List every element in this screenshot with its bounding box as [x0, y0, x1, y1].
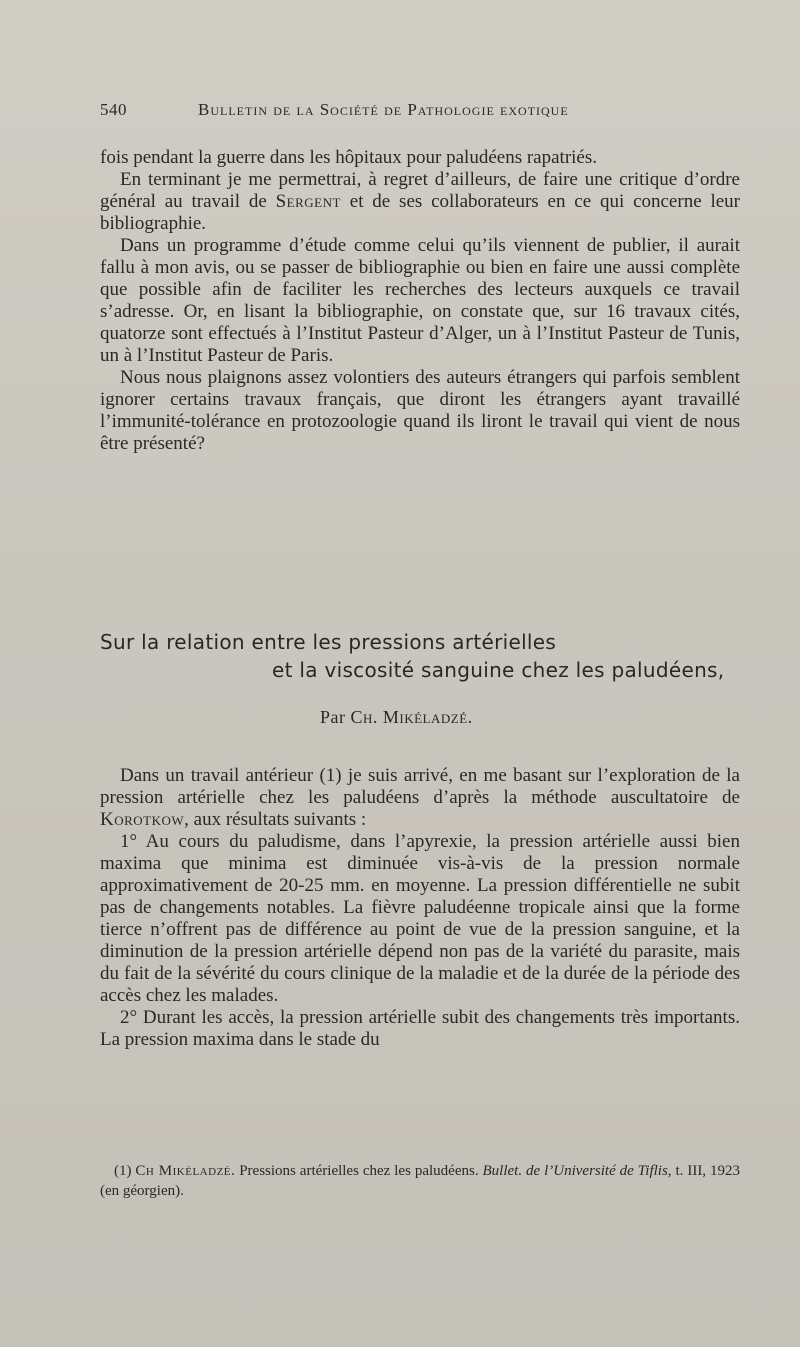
- paragraph: Dans un travail antérieur (1) je suis arrivé, en me basant sur l’exploration de la pression artérielle chez les paludéens d’après la méthode auscultatoire de Korotkow, aux résultats suivants :: [100, 765, 740, 830]
- previous-article-text: [100, 147, 740, 455]
- paragraph: 1° Au cours du paludisme, dans l’apyrexie, la pression artérielle aussi bien maxima que minima est diminuée vis-à-vis de la pression normale approximativement de 20-25 mm. en moyenne. La pression différentielle ne subit pas de changements notables. La fièvre paludéenne tropicale ainsi que la forme tierce n’offrent pas de différence au point de vue de la pression sanguine, et la diminution de la pression artérielle dépend non pas de la variété du parasite, mais du fait de la sévérité du cours clinique de la maladie et de la durée de la période des accès chez les malades.: [100, 831, 740, 1006]
- author-name: Ch. Mikéladzé.: [350, 707, 473, 727]
- running-title: Bulletin de la Société de Pathologie exotique: [198, 100, 569, 119]
- paragraph: fois pendant la guerre dans les hôpitaux pour paludéens rapatriés.: [100, 147, 598, 168]
- title-line-2: et la viscosité sanguine chez les paludéens,: [272, 658, 725, 682]
- byline: Par Ch. Mikéladzé.: [320, 707, 473, 727]
- author-name: Sergent: [275, 191, 341, 212]
- author-name: Korotkow: [100, 809, 185, 830]
- article-text: [100, 765, 740, 1051]
- paragraph: Nous nous plaignons assez volontiers des auteurs étrangers qui parfois semblent ignorer certains travaux français, que diront les étrangers ayant travaillé l’immunité-tolérance en protozoologie quand ils liront le travail qui vient de nous être présenté?: [100, 367, 740, 454]
- journal-title: Bullet. de l’Université de Tiflis: [482, 1163, 668, 1179]
- title-line-1: Sur la relation entre les pressions artérielles: [100, 630, 557, 654]
- article-title: [100, 628, 740, 684]
- paragraph: En terminant je me permettrai, à regret d’ailleurs, de faire une critique d’ordre général au travail de Sergent et de ses collaborateurs en ce qui concerne leur bibliographie.: [100, 169, 740, 234]
- footnote-author: Ch Mikéladzé.: [135, 1163, 236, 1179]
- paragraph: 2° Durant les accès, la pression artérielle subit des changements très importants. La pression maxima dans le stade du: [100, 1007, 740, 1050]
- footnote: (1) Ch Mikéladzé. Pressions artérielles chez les paludéens. Bullet. de l’Université de Tiflis, t. III, 1923 (en géorgien).: [100, 1163, 740, 1199]
- page-number: 540: [100, 100, 127, 119]
- paragraph: Dans un programme d’étude comme celui qu’ils viennent de publier, il aurait fallu à mon avis, ou se passer de bibliographie ou bien en faire une aussi complète que possible afin de faciliter les recherches des lecteurs auxquels ce travail s’adresse. Or, en lisant la bibliographie, on constate que, sur 16 travaux cités, quatorze sont effectués à l’Institut Pasteur d’Alger, un à l’Institut Pasteur de Tunis, un à l’Institut Pasteur de Paris.: [100, 235, 740, 366]
